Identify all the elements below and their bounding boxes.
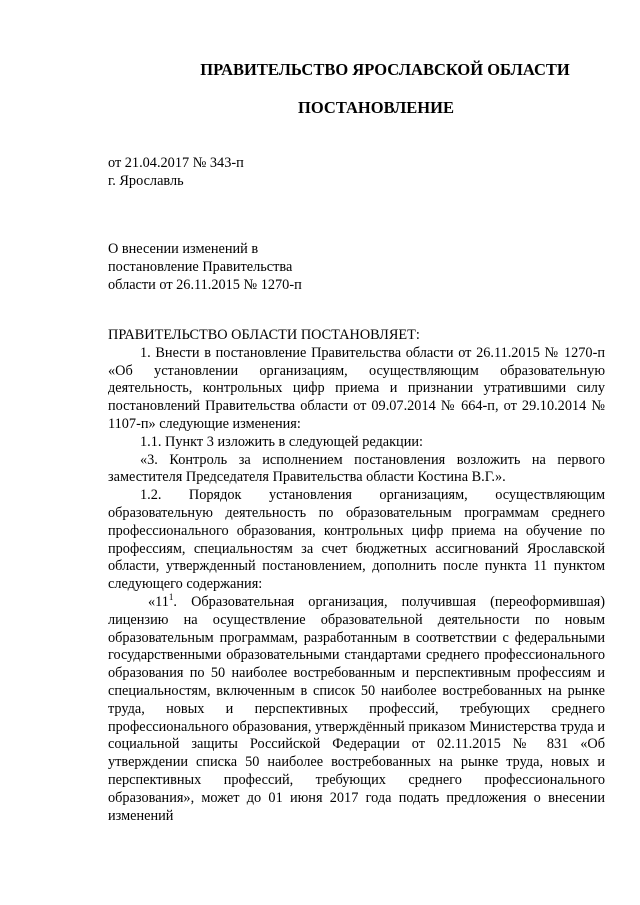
subject-line-2: постановление Правительства	[108, 259, 293, 275]
document-type-text: ПОСТАНОВЛЕНИЕ	[298, 98, 454, 117]
document-body	[108, 327, 605, 825]
clause-dot: .	[173, 593, 177, 610]
paragraph-1-2: 1.2. Порядок установления организациям, осуществляющим образовательную деятельность по образовательным программам среднего профессионального образования, контрольных цифр приема на обучение по профессиям, специальностям за счет бюджетных ассигнований Ярославской области, утвержденный постановлением, дополнить после пункта 11 пунктом следующего содержания:	[108, 487, 605, 593]
document-date-number: от 21.04.2017 № 343-п	[108, 155, 244, 171]
clause-superscript: 1	[168, 592, 174, 603]
paragraph-1-1-quote: «3. Контроль за исполнением постановления возложить на первого заместителя Председателя Правительства области Костина В.Г.».	[108, 451, 605, 486]
subject-line-3: области от 26.11.2015 № 1270-п	[108, 277, 302, 293]
subject-line-1: О внесении изменений в	[108, 241, 259, 257]
paragraph-1-1: 1.1. Пункт 3 изложить в следующей редакции:	[140, 433, 423, 450]
government-heading	[0, 60, 640, 80]
government-heading-text: ПРАВИТЕЛЬСТВО ЯРОСЛАВСКОЙ ОБЛАСТИ	[200, 60, 570, 79]
preamble: ПРАВИТЕЛЬСТВО ОБЛАСТИ ПОСТАНОВЛЯЕТ:	[108, 327, 420, 343]
clause-number: «11	[148, 593, 169, 610]
document-city: г. Ярославль	[108, 173, 184, 189]
paragraph-1: 1. Внести в постановление Правительства области от 26.11.2015 № 1270-п «Об установлении организациям, осуществляющим образовательную деятельность, контрольных цифр приема и признании утратившими силу постановлений Правительства области от 09.07.2014 № 664-п, от 29.10.2014 № 1107-п» следующие изменения:	[108, 344, 605, 432]
paragraph-11-1	[108, 594, 605, 825]
clause-text: Образовательная организация, получившая (переоформившая) лицензию на осуществление образовательной деятельности по новым образовательным программам, разработанным в соответствии с федеральными государственными образовательными стандартами среднего профессионального образования по 50 наиболее востребованным и перспективным профессиям и специальностям, включенным в список 50 наиболее востребованных на рынке труда, новых и перспективных профессий, требующих среднего профессионального образования, утверждённый приказом Министерства труда и социальной защиты Российской Федерации от 02.11.2015 № 831 «Об утверждении списка 50 наиболее востребованных на рынке труда, новых и перспективных профессий, требующих среднего профессионального образования», может до 01 июня 2017 года подать предложения о внесении изменений	[108, 593, 605, 824]
document-type-heading	[0, 98, 640, 118]
